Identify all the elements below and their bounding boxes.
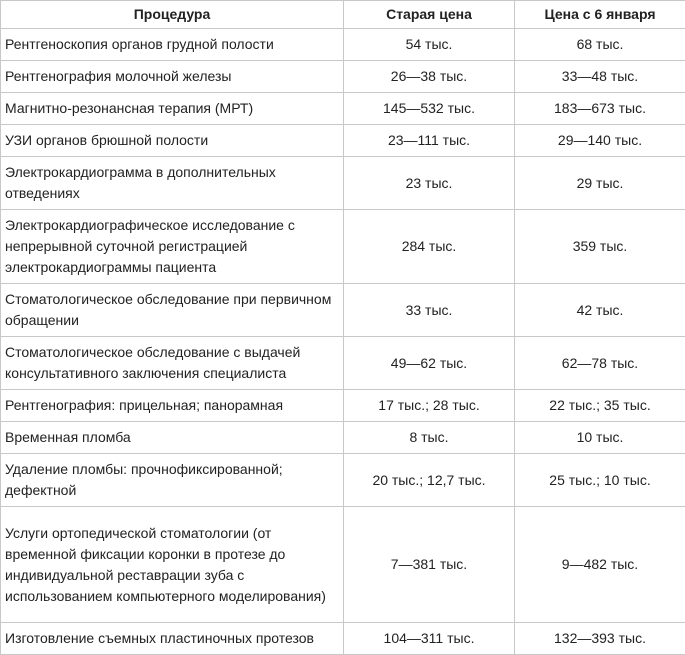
old-price-cell: 26—38 тыс. bbox=[344, 61, 515, 93]
old-price-cell: 20 тыс.; 12,7 тыс. bbox=[344, 454, 515, 507]
table-row bbox=[1, 454, 685, 507]
old-price-cell: 49—62 тыс. bbox=[344, 337, 515, 390]
table-row bbox=[1, 507, 685, 623]
procedure-cell: Рентгенография: прицельная; панорамная bbox=[1, 390, 344, 422]
table-row bbox=[1, 125, 685, 157]
new-price-cell: 132—393 тыс. bbox=[515, 623, 685, 655]
procedure-cell: Стоматологическое обследование с выдачей консультативного заключения специалиста bbox=[1, 337, 344, 390]
new-price-cell: 183—673 тыс. bbox=[515, 93, 685, 125]
old-price-cell: 8 тыс. bbox=[344, 422, 515, 454]
procedure-cell: Электрокардиограмма в дополнительных отведениях bbox=[1, 157, 344, 210]
table-row bbox=[1, 93, 685, 125]
table-row bbox=[1, 390, 685, 422]
new-price-cell: 9—482 тыс. bbox=[515, 507, 685, 623]
procedure-cell: УЗИ органов брюшной полости bbox=[1, 125, 344, 157]
header-new-price: Цена с 6 января bbox=[515, 1, 685, 29]
header-procedure: Процедура bbox=[1, 1, 344, 29]
table-row bbox=[1, 623, 685, 655]
new-price-cell: 42 тыс. bbox=[515, 284, 685, 337]
old-price-cell: 33 тыс. bbox=[344, 284, 515, 337]
procedure-cell: Рентгенография молочной железы bbox=[1, 61, 344, 93]
table-row bbox=[1, 422, 685, 454]
old-price-cell: 104—311 тыс. bbox=[344, 623, 515, 655]
header-old-price: Старая цена bbox=[344, 1, 515, 29]
old-price-cell: 54 тыс. bbox=[344, 29, 515, 61]
procedure-cell: Стоматологическое обследование при первичном обращении bbox=[1, 284, 344, 337]
table-row bbox=[1, 210, 685, 284]
new-price-cell: 33—48 тыс. bbox=[515, 61, 685, 93]
new-price-cell: 68 тыс. bbox=[515, 29, 685, 61]
new-price-cell: 25 тыс.; 10 тыс. bbox=[515, 454, 685, 507]
new-price-cell: 10 тыс. bbox=[515, 422, 685, 454]
table-row bbox=[1, 61, 685, 93]
old-price-cell: 23—111 тыс. bbox=[344, 125, 515, 157]
old-price-cell: 7—381 тыс. bbox=[344, 507, 515, 623]
new-price-cell: 29—140 тыс. bbox=[515, 125, 685, 157]
procedure-cell: Рентгеноскопия органов грудной полости bbox=[1, 29, 344, 61]
new-price-cell: 359 тыс. bbox=[515, 210, 685, 284]
table-row bbox=[1, 337, 685, 390]
old-price-cell: 23 тыс. bbox=[344, 157, 515, 210]
new-price-cell: 62—78 тыс. bbox=[515, 337, 685, 390]
old-price-cell: 284 тыс. bbox=[344, 210, 515, 284]
procedure-cell: Временная пломба bbox=[1, 422, 344, 454]
procedure-cell: Магнитно-резонансная терапия (МРТ) bbox=[1, 93, 344, 125]
procedure-cell: Изготовление съемных пластиночных протезов bbox=[1, 623, 344, 655]
new-price-cell: 29 тыс. bbox=[515, 157, 685, 210]
old-price-cell: 17 тыс.; 28 тыс. bbox=[344, 390, 515, 422]
procedure-cell: Услуги ортопедической стоматологии (от временной фиксации коронки в протезе до индивидуальной реставрации зуба с использованием компьютерного моделирования) bbox=[1, 507, 344, 623]
table-header-row bbox=[1, 1, 685, 29]
table-row bbox=[1, 157, 685, 210]
procedure-cell: Электрокардиографическое исследование с непрерывной суточной регистрацией электрокардиограммы пациента bbox=[1, 210, 344, 284]
table-row bbox=[1, 284, 685, 337]
old-price-cell: 145—532 тыс. bbox=[344, 93, 515, 125]
procedure-cell: Удаление пломбы: прочнофиксированной; дефектной bbox=[1, 454, 344, 507]
table-row bbox=[1, 29, 685, 61]
new-price-cell: 22 тыс.; 35 тыс. bbox=[515, 390, 685, 422]
